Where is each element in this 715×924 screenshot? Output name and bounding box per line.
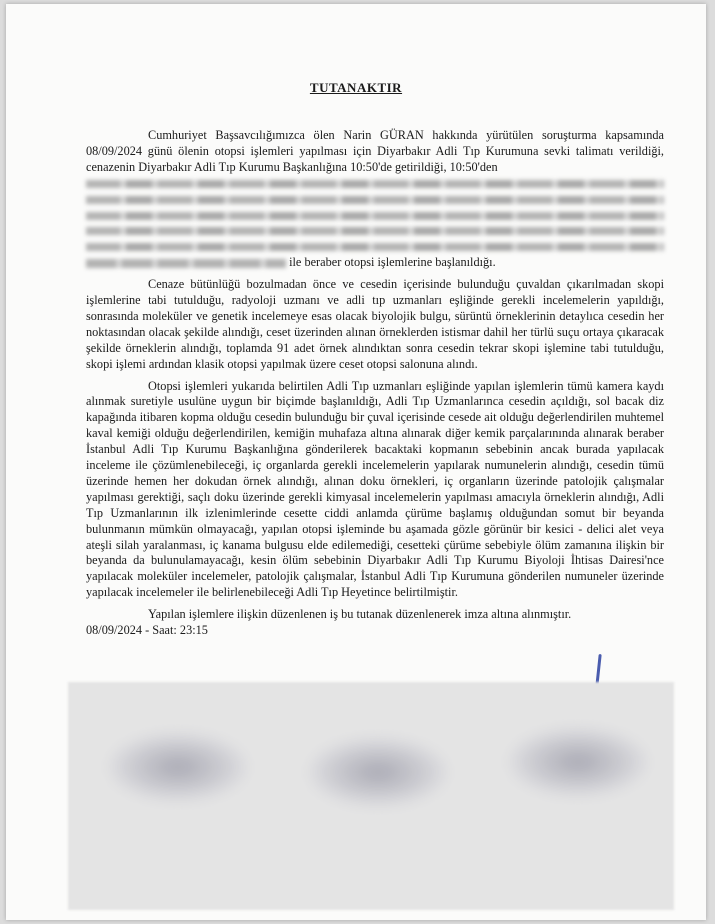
paragraph-4: Yapılan işlemlere ilişkin düzenlenen iş bu tutanak düzenlenerek imza altına alınmıştır. xyxy=(148,607,572,622)
blurred-signature xyxy=(108,732,248,802)
redacted-line xyxy=(86,192,664,208)
document-page xyxy=(6,4,706,920)
redacted-line xyxy=(86,239,664,255)
redacted-signature-block xyxy=(68,682,674,910)
blurred-signature xyxy=(308,737,448,807)
paragraph-2: Cenaze bütünlüğü bozulmadan önce ve cesedin içerisinde bulunduğu çuvaldan çıkarılmadan skopi işlemlerine tabi tutulduğu, radyoloji uzmanı ve adli tıp uzmanları eşliğinde gerekli incelemelerin yapıldığı, sonrasında moleküler ve genetik incelemeye esas olacak biyolojik bulgu, sürüntü örneklerinin detaylıca cesedin her noktasından olacak şekilde alındığı, ceset üzerinden alınan örneklerden istismar dahil her türlü suçu ortaya çıkaracak şekilde örneklerin alındığı, toplamda 91 adet örnek alındıktan sonra cesedin tekrar skopi işlemine tabi tutulduğu, skopi işlemi ardından klasik otopsi yapılmak üzere ceset otopsi salonuna alındı. xyxy=(86,277,664,371)
paragraph-3: Otopsi işlemleri yukarıda belirtilen Adli Tıp uzmanları eşliğinde yapılan işlemlerin tümü kamera kaydı alınmak suretiyle usulüne uygun bir biçimde başlanıldığı, Adli Tıp Uzmanlarınca cesedin açıldığı, sol bacak diz kapağında itibaren kopma olduğu cesedin bulunduğu bir çuval içerisinde cesede ait olduğu değerlendirilen muhtemel kaval kemiği olduğu değerlendirilen, kemiğin muhafaza altına alınarak diğer kemik parçalarınında alınarak beraber İstanbul Adli Tıp Kurumu Başkanlığına gönderilerek bacaktaki kopmanın sebebinin ancak burada yapılacak inceleme ile çözümlenebileceği, iç organlarda gerekli incelemelerin yapılarak numunelerin alındığı, cesedin tümü üzerinde hemen her dokudan örnek alındığı, alınan doku örnekleri, iç organların üzerinde patolojik çalışmalar yapılması gerektiği, saçlı doku üzerinde gerekli kimyasal incelemelerin yapılması amacıyla örneklerin alındığı, Adli Tıp Uzmanlarının ilk izlenimlerinde cesette ciddi anlamda çürüme başlamış olduğundan somut bir beyanda bulunmanın mümkün olmayacağı, yapılan otopsi işleminde bu aşamada gözle görünür bir kesici - delici alet veya ateşli silah yaralanması, iç kanama bulgusu elde edilemediği, cesetteki çürüme sebebiyle ölüm zamanına ilişkin bir beyanda da bulunulamayacağı, kesin ölüm sebebinin Diyarbakır Adli Tıp Kurumu Biyoloji İhtisas Dairesi'nce yapılacak moleküler incelemeler, patolojik çalışmalar, İstanbul Adli Tıp Kurumuna gönderilen numuneler üzerinde yapılacak incelemeler ile belirlenebileceği Adli Tıp Heyetince belirtilmiştir. xyxy=(86,378,664,600)
redacted-line xyxy=(86,208,664,224)
redacted-inline xyxy=(86,259,286,268)
date-line: 08/09/2024 - Saat: 23:15 xyxy=(86,623,208,638)
document-body xyxy=(86,128,664,645)
redacted-line xyxy=(86,176,664,192)
blurred-signature xyxy=(508,727,648,797)
paragraph-1: Cumhuriyet Başsavcılığımızca ölen Narin GÜRAN hakkında yürütülen soruşturma kapsamında 08/09/2024 günü ölenin otopsi işlemleri yapılması için Diyarbakır Adli Tıp Kurumuna sevki talimatı verildiği, cenazenin Diyarbakır Adli Tıp Kurumu Başkanlığına 10:50'de getirildiği, 10:50'den ile beraber otopsi işlemlerine başlanıldığı. xyxy=(86,128,664,270)
redacted-line xyxy=(86,223,664,239)
document-title: TUTANAKTIR xyxy=(309,80,403,95)
